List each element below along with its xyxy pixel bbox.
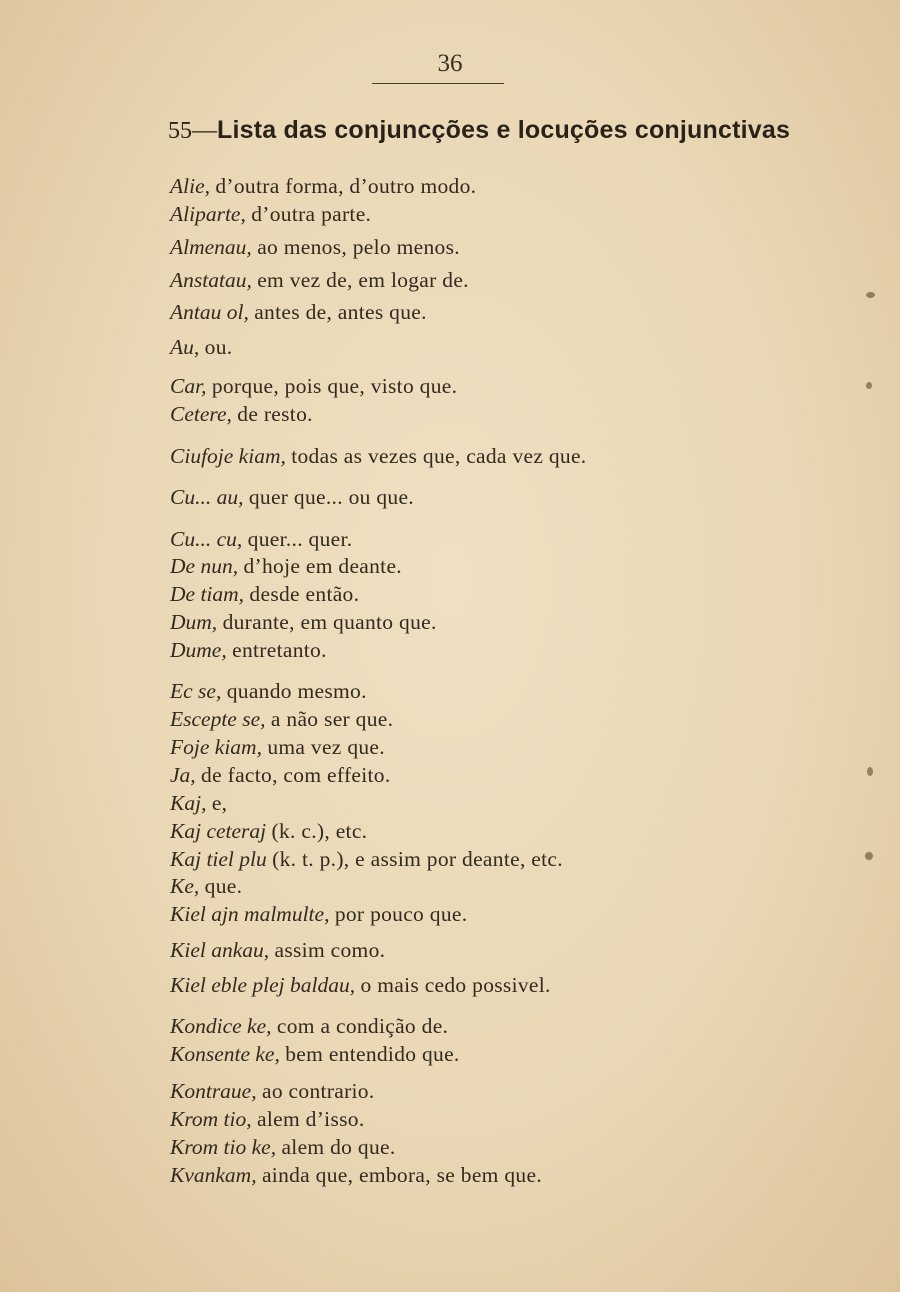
entry-gloss: ao menos, pelo menos. — [257, 235, 460, 259]
entry-term: Ec se, — [170, 679, 222, 703]
entry-gloss: ou. — [204, 335, 233, 359]
entry-gloss: quer... quer. — [247, 527, 353, 551]
entry-term: Car, — [170, 374, 207, 398]
entry-term: Konsente ke, — [170, 1042, 280, 1066]
entry-term: Kontraue, — [170, 1079, 257, 1103]
entry-term: De tiam, — [170, 582, 245, 606]
list-item — [170, 873, 242, 899]
entry-term: Aliparte, — [170, 202, 246, 226]
list-item — [170, 846, 563, 872]
list-item — [170, 762, 391, 788]
entry-gloss: desde então. — [249, 582, 360, 606]
entry-gloss: todas as vezes que, cada vez que. — [291, 444, 587, 468]
list-item — [170, 734, 385, 760]
entry-gloss: porque, pois que, visto que. — [211, 374, 458, 398]
entry-term: Krom tio, — [170, 1107, 252, 1131]
entry-term: Kiel ankau, — [170, 938, 270, 962]
list-item — [170, 581, 359, 607]
list-item — [170, 678, 367, 704]
list-item — [170, 201, 371, 227]
entry-gloss: alem d’isso. — [257, 1107, 365, 1131]
entry-gloss: durante, em quanto que. — [222, 610, 437, 634]
entry-gloss: ao contrario. — [261, 1079, 375, 1103]
list-item — [170, 234, 460, 260]
entry-gloss: por pouco que. — [334, 902, 468, 926]
list-item — [170, 443, 586, 469]
section-title: Lista das conjuncções e locuções conjunctivas — [217, 116, 791, 144]
list-item — [170, 1013, 448, 1039]
entry-term: Almenau, — [170, 235, 252, 259]
entry-gloss: (k. c.), etc. — [271, 819, 368, 843]
entry-gloss: d’hoje em deante. — [243, 554, 402, 578]
entry-term: Antau ol, — [170, 300, 249, 324]
entry-gloss: em vez de, em logar de. — [257, 268, 469, 292]
entry-term: Kvankam, — [170, 1163, 257, 1187]
paper-speck — [867, 767, 873, 776]
entry-term: Anstatau, — [170, 268, 252, 292]
list-item — [170, 1041, 460, 1067]
entry-gloss: quer que... ou que. — [248, 485, 414, 509]
entry-gloss: ainda que, embora, se bem que. — [261, 1163, 542, 1187]
entry-gloss: de facto, com effeito. — [201, 763, 391, 787]
list-item — [170, 1162, 542, 1188]
section-number: 55 — [168, 118, 192, 144]
entry-gloss: d’outra parte. — [251, 202, 372, 226]
entry-gloss: a não ser que. — [270, 707, 394, 731]
list-item — [170, 1134, 396, 1160]
list-item — [170, 901, 467, 927]
paper-speck — [866, 382, 872, 389]
entry-term: Kiel eble plej baldau, — [170, 973, 356, 997]
list-item — [170, 972, 551, 998]
entry-term: Cu... cu, — [170, 527, 243, 551]
entry-term: Escepte se, — [170, 707, 266, 731]
entry-gloss: quando mesmo. — [226, 679, 367, 703]
list-item — [170, 526, 352, 552]
list-item — [170, 484, 414, 510]
list-item — [170, 637, 327, 663]
entry-term: Au, — [170, 335, 200, 359]
entry-gloss: assim como. — [274, 938, 386, 962]
entry-gloss: de resto. — [237, 402, 313, 426]
list-item — [170, 373, 457, 399]
entry-term: Ciufoje kiam, — [170, 444, 286, 468]
list-item — [170, 609, 437, 635]
entry-term: Ja, — [170, 763, 196, 787]
entry-gloss: bem entendido que. — [285, 1042, 460, 1066]
list-item — [170, 1078, 375, 1104]
list-item — [170, 553, 402, 579]
entry-term: De nun, — [170, 554, 239, 578]
entry-gloss: (k. t. p.), e assim por deante, etc. — [272, 847, 563, 871]
entry-term: Dume, — [170, 638, 227, 662]
list-item — [170, 401, 313, 427]
list-item — [170, 790, 227, 816]
entry-term: Kiel ajn malmulte, — [170, 902, 330, 926]
entry-term: Kondice ke, — [170, 1014, 272, 1038]
entry-gloss: antes de, antes que. — [254, 300, 427, 324]
list-item — [170, 937, 385, 963]
entry-gloss: alem do que. — [281, 1135, 396, 1159]
list-item — [170, 334, 232, 360]
entry-term: Foje kiam, — [170, 735, 262, 759]
entry-gloss: com a condição de. — [276, 1014, 449, 1038]
page-number: 36 — [437, 50, 463, 77]
entry-gloss: que. — [204, 874, 243, 898]
entry-gloss: d’outra forma, d’outro modo. — [215, 174, 477, 198]
entry-term: Ke, — [170, 874, 200, 898]
entry-term: Krom tio ke, — [170, 1135, 277, 1159]
paper-speck — [865, 852, 873, 860]
list-item — [170, 1106, 365, 1132]
section-heading — [168, 116, 790, 145]
entry-gloss: o mais cedo possivel. — [360, 973, 551, 997]
entry-term: Kaj, — [170, 791, 207, 815]
heading-dash: — — [192, 117, 217, 144]
entry-gloss: e, — [211, 791, 228, 815]
entry-term: Cetere, — [170, 402, 232, 426]
list-item — [170, 706, 393, 732]
entry-gloss: entretanto. — [232, 638, 327, 662]
entry-term: Kaj tiel plu — [170, 847, 267, 871]
list-item — [170, 818, 367, 844]
page-number-rule — [372, 83, 504, 84]
entry-term: Alie, — [170, 174, 210, 198]
list-item — [170, 173, 476, 199]
entry-term: Cu... au, — [170, 485, 244, 509]
list-item — [170, 299, 427, 325]
paper-speck — [866, 292, 875, 298]
entry-gloss: uma vez que. — [267, 735, 385, 759]
entry-term: Kaj ceteraj — [170, 819, 267, 843]
list-item — [170, 267, 469, 293]
entry-term: Dum, — [170, 610, 218, 634]
